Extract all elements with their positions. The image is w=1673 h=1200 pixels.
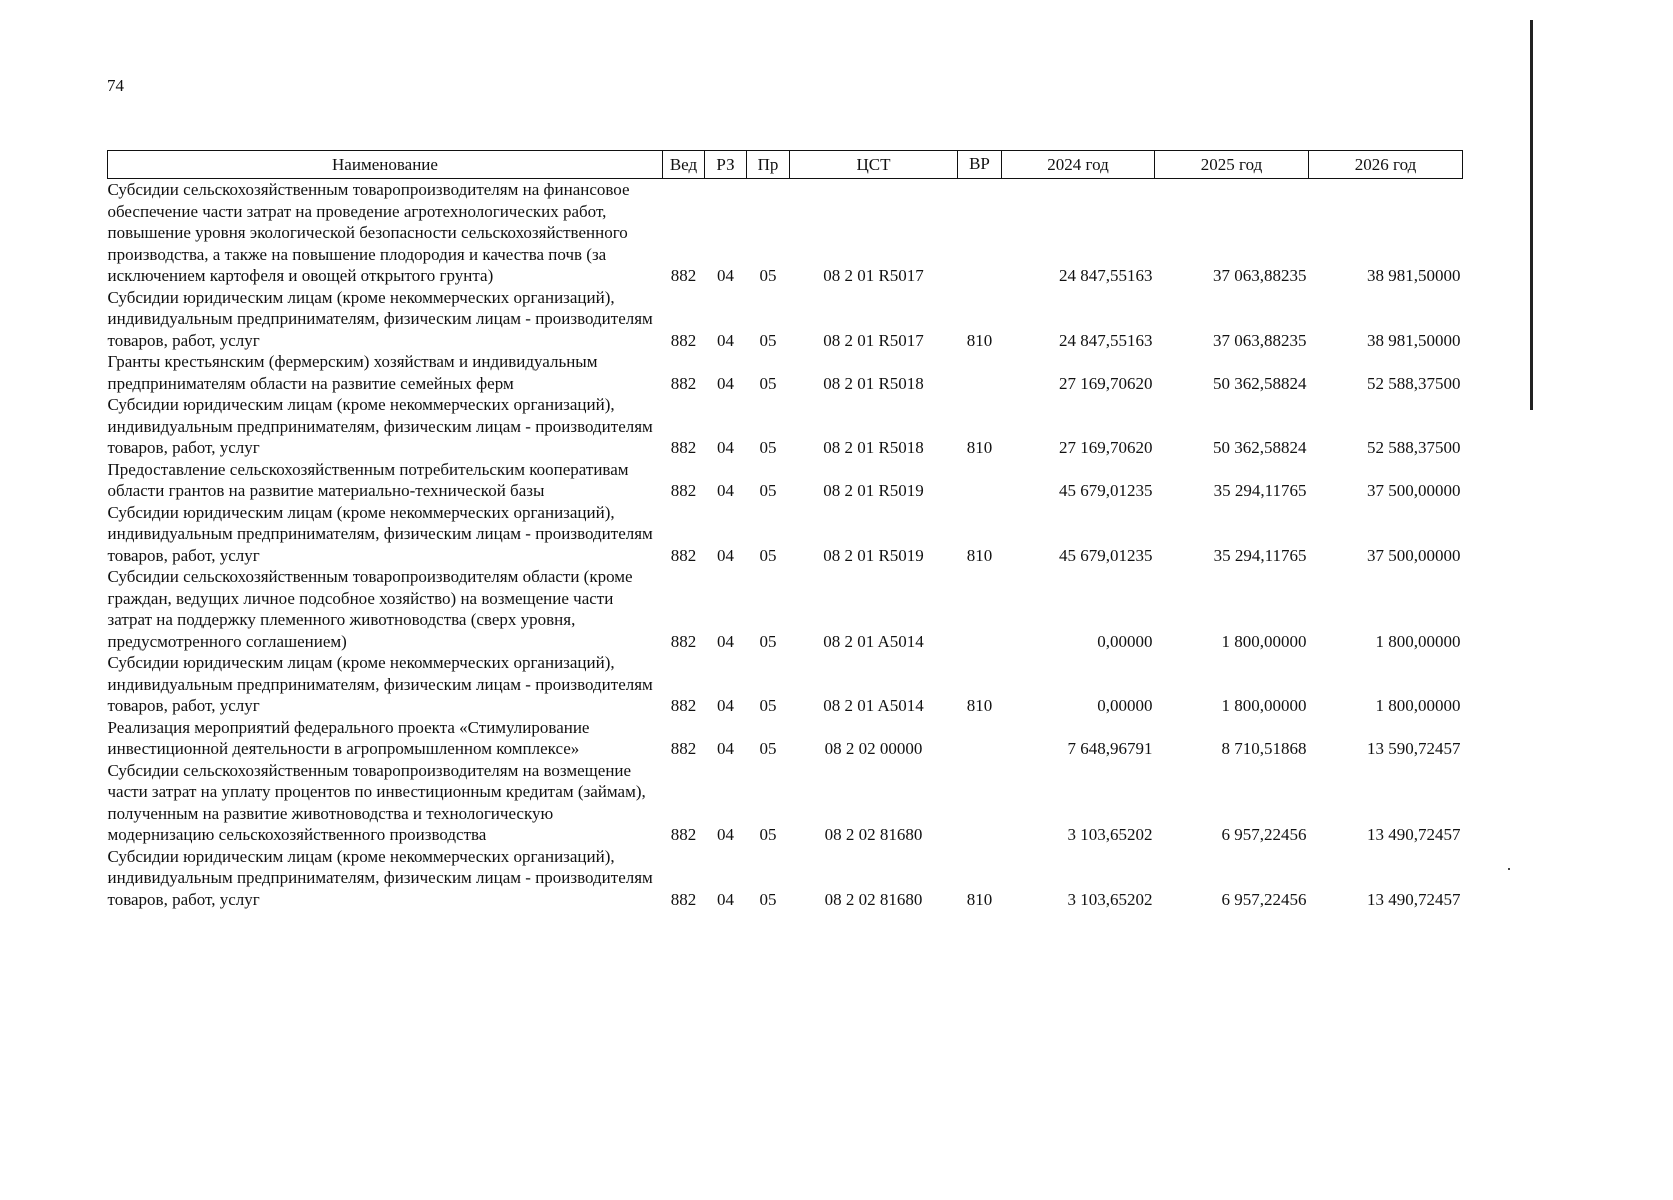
row-name: Субсидии юридическим лицам (кроме некоммерческих организаций), индивидуальным предпринимателям, физическим лицам - производителям товаров, работ, услуг xyxy=(107,502,653,565)
row-pr: 05 xyxy=(759,438,777,457)
row-amount-2024: 24 847,55163 xyxy=(1059,266,1153,285)
row-rz: 04 xyxy=(717,373,734,393)
row-ved: 882 xyxy=(670,696,697,715)
row-ved: 882 xyxy=(670,481,697,500)
table-body xyxy=(108,179,1463,911)
table-header-row xyxy=(108,151,1463,179)
row-vr: 810 xyxy=(966,438,993,457)
table-row xyxy=(108,502,1463,567)
row-amount-2024: 3 103,65202 xyxy=(1067,825,1153,844)
row-vr xyxy=(958,179,1002,287)
row-amount-2025: 37 063,88235 xyxy=(1213,266,1307,285)
row-amount-2026: 38 981,50000 xyxy=(1367,266,1461,285)
row-cst: 08 2 02 81680 xyxy=(824,889,923,909)
row-ved: 882 xyxy=(670,438,697,457)
scan-speck xyxy=(1508,868,1510,870)
row-amount-2025: 6 957,22456 xyxy=(1221,825,1307,844)
row-cst: 08 2 01 R5019 xyxy=(823,481,924,500)
row-ved: 882 xyxy=(670,825,697,844)
row-ved: 882 xyxy=(670,631,697,651)
row-amount-2024: 27 169,70620 xyxy=(1059,438,1153,457)
row-vr xyxy=(958,717,1002,760)
row-amount-2026: 52 588,37500 xyxy=(1367,373,1461,393)
row-vr: 810 xyxy=(966,889,993,909)
row-rz: 04 xyxy=(717,631,734,651)
row-pr: 05 xyxy=(759,696,777,715)
header-name: Наименование xyxy=(108,151,663,179)
row-amount-2024: 7 648,96791 xyxy=(1067,739,1153,758)
row-cst: 08 2 01 R5018 xyxy=(823,373,924,393)
row-cst: 08 2 02 81680 xyxy=(824,825,923,844)
row-vr xyxy=(958,760,1002,846)
row-pr: 05 xyxy=(759,889,777,909)
header-2025: 2025 год xyxy=(1155,151,1309,179)
row-vr xyxy=(958,566,1002,652)
row-vr xyxy=(958,351,1002,394)
row-amount-2026: 38 981,50000 xyxy=(1367,330,1461,350)
row-rz: 04 xyxy=(717,438,734,457)
table-row xyxy=(108,846,1463,911)
table-row xyxy=(108,394,1463,459)
row-amount-2024: 24 847,55163 xyxy=(1059,330,1153,350)
row-amount-2026: 37 500,00000 xyxy=(1367,481,1461,500)
row-amount-2024: 0,00000 xyxy=(1097,631,1153,651)
row-pr: 05 xyxy=(759,330,777,350)
header-2024: 2024 год xyxy=(1002,151,1155,179)
row-pr: 05 xyxy=(759,481,777,500)
row-ved: 882 xyxy=(670,373,697,393)
row-amount-2024: 45 679,01235 xyxy=(1059,481,1153,500)
row-amount-2026: 13 590,72457 xyxy=(1367,739,1461,758)
row-amount-2024: 3 103,65202 xyxy=(1067,889,1153,909)
row-pr: 05 xyxy=(759,373,777,393)
row-vr: 810 xyxy=(966,330,993,350)
row-vr xyxy=(958,459,1002,502)
row-pr: 05 xyxy=(759,825,777,844)
row-cst: 08 2 01 A5014 xyxy=(823,631,924,651)
row-amount-2026: 37 500,00000 xyxy=(1367,545,1461,565)
table-row xyxy=(108,179,1463,287)
row-amount-2024: 45 679,01235 xyxy=(1059,545,1153,565)
row-amount-2024: 27 169,70620 xyxy=(1059,373,1153,393)
row-rz: 04 xyxy=(717,545,734,565)
header-ved: Вед xyxy=(663,151,705,179)
header-rz: РЗ xyxy=(705,151,747,179)
row-rz: 04 xyxy=(717,825,734,844)
row-rz: 04 xyxy=(717,739,734,758)
row-amount-2025: 35 294,11765 xyxy=(1213,481,1307,500)
row-amount-2025: 37 063,88235 xyxy=(1213,330,1307,350)
row-name: Субсидии сельскохозяйственным товаропроизводителям области (кроме граждан, ведущих личное подсобное хозяйство) на возмещение части затрат на поддержку племенного животноводства (сверх уровня, предусмотренного соглашением) xyxy=(107,567,633,651)
page-number: 74 xyxy=(107,76,124,95)
row-amount-2025: 1 800,00000 xyxy=(1221,696,1307,715)
scan-edge-mark xyxy=(1530,20,1533,410)
table-row xyxy=(108,287,1463,352)
row-amount-2024: 0,00000 xyxy=(1097,696,1153,715)
row-cst: 08 2 01 R5017 xyxy=(823,330,924,350)
row-ved: 882 xyxy=(670,545,697,565)
row-name: Субсидии юридическим лицам (кроме некоммерческих организаций), индивидуальным предпринимателям, физическим лицам - производителям товаров, работ, услуг xyxy=(107,846,653,909)
row-rz: 04 xyxy=(717,330,734,350)
row-pr: 05 xyxy=(759,631,777,651)
row-name: Реализация мероприятий федерального проекта «Стимулирование инвестиционной деятельности в агропромышленном комплексе» xyxy=(107,717,590,758)
row-amount-2025: 50 362,58824 xyxy=(1213,438,1307,457)
row-ved: 882 xyxy=(670,330,697,350)
row-amount-2025: 35 294,11765 xyxy=(1213,545,1307,565)
row-amount-2025: 50 362,58824 xyxy=(1213,373,1307,393)
row-rz: 04 xyxy=(717,266,734,285)
table-row xyxy=(108,459,1463,502)
row-cst: 08 2 02 00000 xyxy=(824,739,923,758)
row-name: Предоставление сельскохозяйственным потребительским кооперативам области грантов на развитие материально-технической базы xyxy=(107,459,629,500)
row-cst: 08 2 01 R5018 xyxy=(823,438,924,457)
row-vr: 810 xyxy=(966,545,993,565)
row-amount-2025: 8 710,51868 xyxy=(1221,739,1307,758)
header-cst: ЦСТ xyxy=(790,151,958,179)
row-pr: 05 xyxy=(759,545,777,565)
row-name: Субсидии юридическим лицам (кроме некоммерческих организаций), индивидуальным предпринимателям, физическим лицам - производителям товаров, работ, услуг xyxy=(107,287,653,350)
row-name: Субсидии сельскохозяйственным товаропроизводителям на финансовое обеспечение части затрат на проведение агротехнологических работ, повышение уровня экологической безопасности сельскохозяйственного производства, а также на повышение плодородия и качества почв (за исключением картофеля и овощей открытого грунта) xyxy=(107,180,630,285)
row-name: Гранты крестьянским (фермерским) хозяйствам и индивидуальным предпринимателям области на развитие семейных ферм xyxy=(107,352,598,393)
table-row xyxy=(108,652,1463,717)
row-amount-2025: 6 957,22456 xyxy=(1221,889,1307,909)
row-amount-2026: 13 490,72457 xyxy=(1367,889,1461,909)
row-pr: 05 xyxy=(759,739,777,758)
row-vr: 810 xyxy=(966,696,993,715)
header-vr: ВР xyxy=(958,151,1002,179)
row-cst: 08 2 01 R5017 xyxy=(823,266,924,285)
row-name: Субсидии сельскохозяйственным товаропроизводителям на возмещение части затрат на уплату процентов по инвестиционным кредитам (займам), полученным на развитие животноводства и технологическую модернизацию сельскохозяйственного производства xyxy=(107,760,646,844)
row-cst: 08 2 01 A5014 xyxy=(823,696,924,715)
header-2026: 2026 год xyxy=(1309,151,1463,179)
table-row xyxy=(108,717,1463,760)
row-rz: 04 xyxy=(717,696,734,715)
table-row xyxy=(108,351,1463,394)
row-name: Субсидии юридическим лицам (кроме некоммерческих организаций), индивидуальным предпринимателям, физическим лицам - производителям товаров, работ, услуг xyxy=(107,653,653,715)
row-amount-2026: 52 588,37500 xyxy=(1367,438,1461,457)
budget-table xyxy=(107,150,1463,910)
row-rz: 04 xyxy=(717,889,734,909)
row-name: Субсидии юридическим лицам (кроме некоммерческих организаций), индивидуальным предпринимателям, физическим лицам - производителям товаров, работ, услуг xyxy=(107,395,653,457)
table-row xyxy=(108,566,1463,652)
row-amount-2025: 1 800,00000 xyxy=(1221,631,1307,651)
row-amount-2026: 1 800,00000 xyxy=(1375,631,1461,651)
row-pr: 05 xyxy=(759,266,777,285)
table-row xyxy=(108,760,1463,846)
row-rz: 04 xyxy=(717,481,734,500)
row-amount-2026: 13 490,72457 xyxy=(1367,825,1461,844)
row-cst: 08 2 01 R5019 xyxy=(823,545,924,565)
row-amount-2026: 1 800,00000 xyxy=(1375,696,1461,715)
header-pr: Пр xyxy=(747,151,790,179)
row-ved: 882 xyxy=(670,889,697,909)
row-ved: 882 xyxy=(670,266,697,285)
row-ved: 882 xyxy=(670,739,697,758)
